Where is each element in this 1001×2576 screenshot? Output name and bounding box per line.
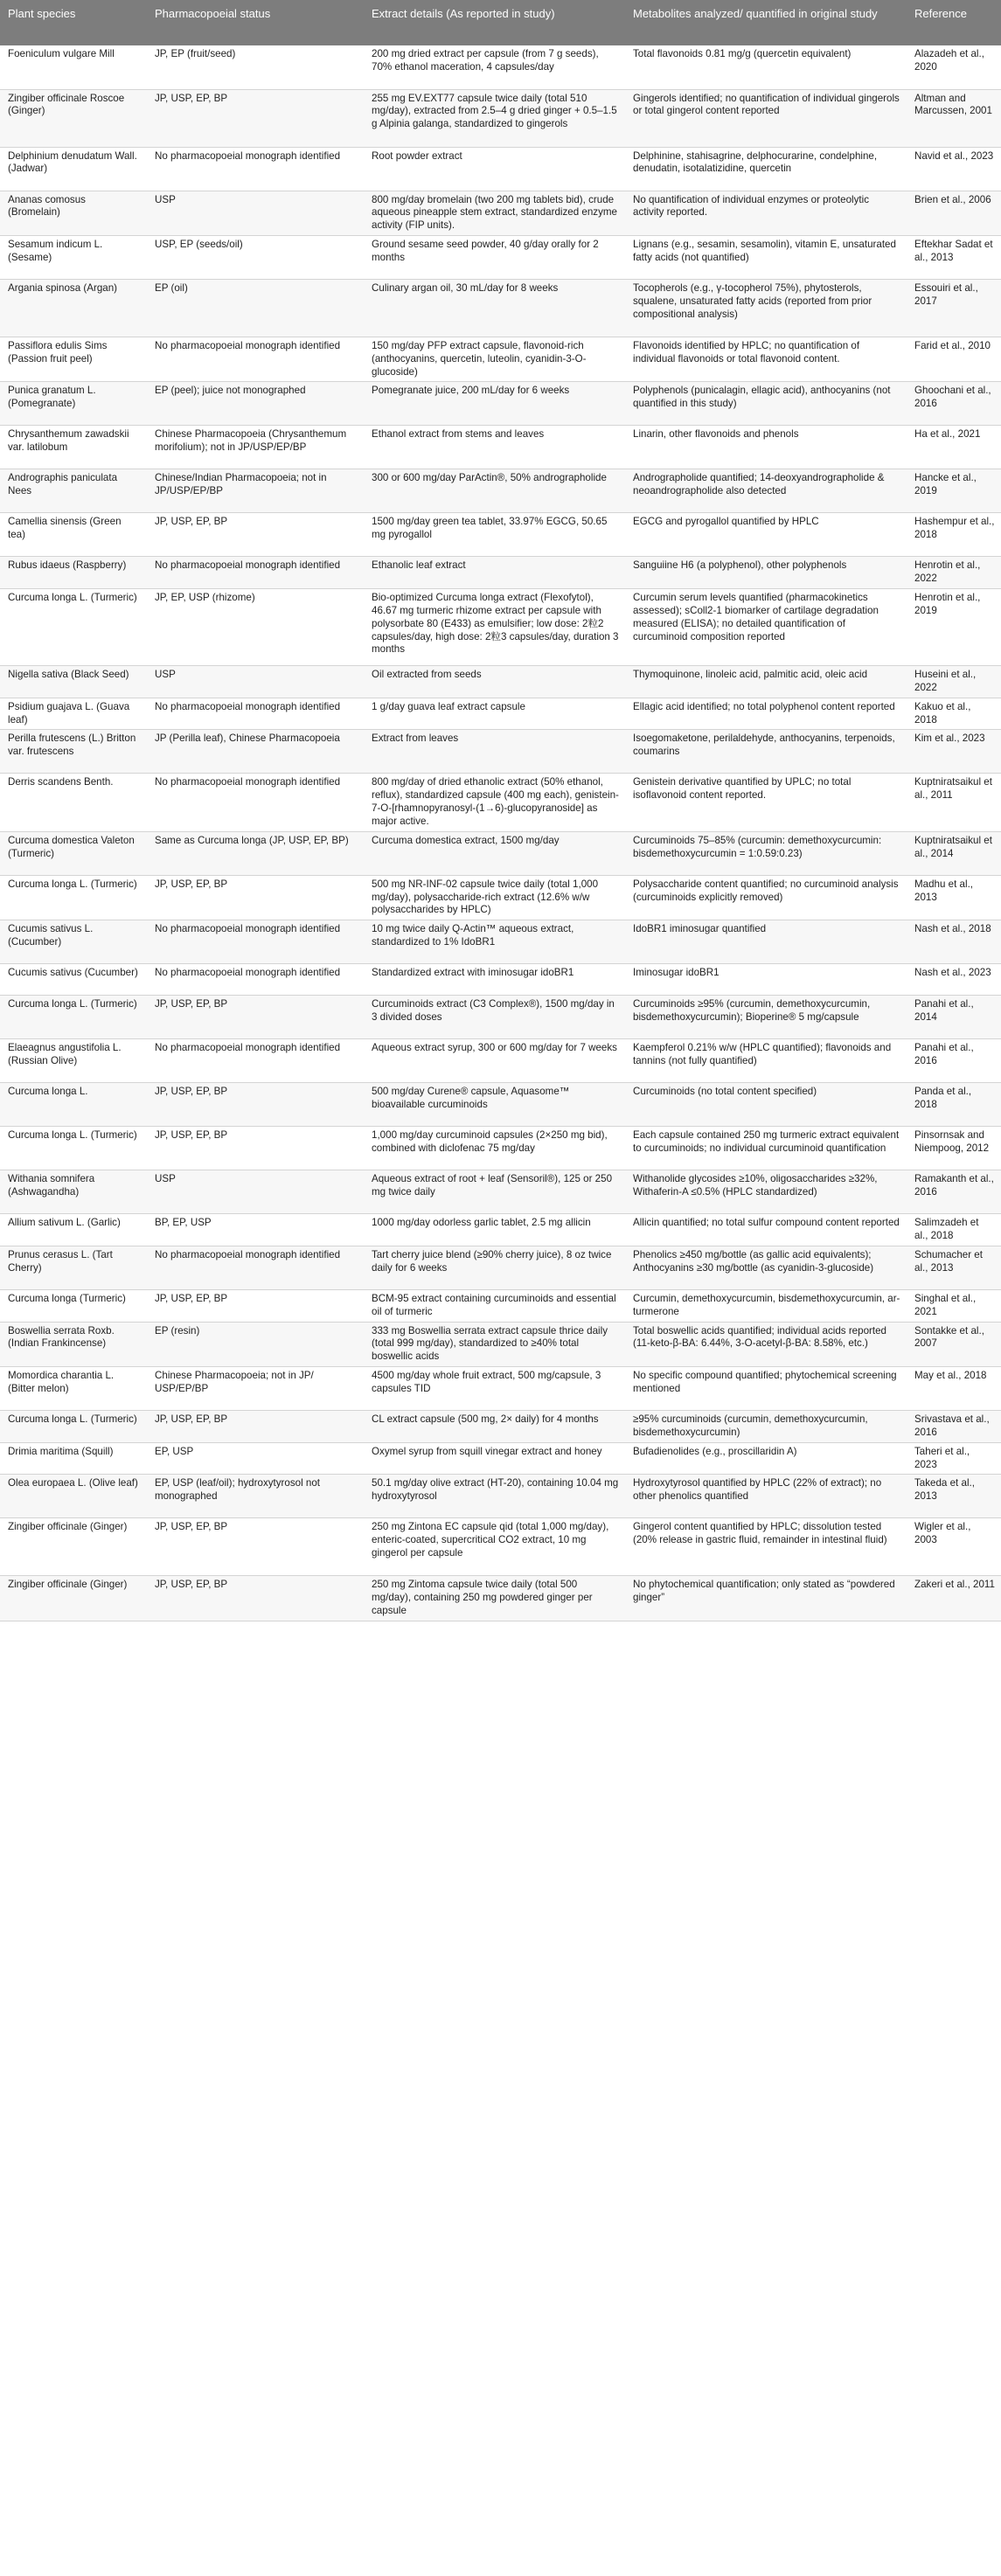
- cell-pharmacopoeial-status: JP, EP, USP (rhizome): [147, 589, 364, 666]
- cell-pharmacopoeial-status: USP: [147, 1170, 364, 1214]
- cell-metabolites: Curcumin serum levels quantified (pharmacokinetics assessed); sColl2-1 biomarker of cartilage degradation measured (ELISA); no detailed quantification of curcuminoid composition reported: [625, 589, 907, 666]
- cell-metabolites: Gingerol content quantified by HPLC; dissolution tested (20% release in gastric fluid, remainder in intestinal fluid): [625, 1518, 907, 1576]
- header-pharmacopoeial-status: Pharmacopoeial status: [147, 0, 364, 45]
- table-row: [0, 589, 1001, 666]
- cell-plant-species: Andrographis paniculata Nees: [0, 469, 147, 513]
- cell-metabolites: Each capsule contained 250 mg turmeric extract equivalent to curcuminoids; no individual curcuminoid quantification: [625, 1127, 907, 1170]
- cell-pharmacopoeial-status: No pharmacopoeial monograph identified: [147, 147, 364, 191]
- cell-pharmacopoeial-status: No pharmacopoeial monograph identified: [147, 337, 364, 381]
- table-row: [0, 1127, 1001, 1170]
- cell-reference: Nash et al., 2018: [907, 920, 1001, 964]
- cell-extract-details: 1 g/day guava leaf extract capsule: [364, 698, 625, 730]
- cell-reference: Panda et al., 2018: [907, 1083, 1001, 1127]
- cell-plant-species: Curcuma longa (Turmeric): [0, 1289, 147, 1322]
- cell-plant-species: Zingiber officinale (Ginger): [0, 1518, 147, 1576]
- table-row: [0, 730, 1001, 774]
- table-row: [0, 1475, 1001, 1518]
- table-row: [0, 698, 1001, 730]
- cell-plant-species: Perilla frutescens (L.) Britton var. frutescens: [0, 730, 147, 774]
- cell-metabolites: Kaempferol 0.21% w/w (HPLC quantified); flavonoids and tannins (not fully quantified): [625, 1039, 907, 1083]
- table-row: [0, 191, 1001, 235]
- cell-pharmacopoeial-status: JP, USP, EP, BP: [147, 1411, 364, 1443]
- table-row: [0, 1322, 1001, 1366]
- cell-plant-species: Elaeagnus angustifolia L. (Russian Olive): [0, 1039, 147, 1083]
- cell-reference: Brien et al., 2006: [907, 191, 1001, 235]
- header-metabolites: Metabolites analyzed/ quantified in original study: [625, 0, 907, 45]
- table-row: [0, 557, 1001, 589]
- cell-pharmacopoeial-status: JP (Perilla leaf), Chinese Pharmacopoeia: [147, 730, 364, 774]
- cell-pharmacopoeial-status: No pharmacopoeial monograph identified: [147, 920, 364, 964]
- cell-reference: Wigler et al., 2003: [907, 1518, 1001, 1576]
- cell-metabolites: Ellagic acid identified; no total polyphenol content reported: [625, 698, 907, 730]
- table-row: [0, 1289, 1001, 1322]
- cell-plant-species: Momordica charantia L. (Bitter melon): [0, 1367, 147, 1411]
- cell-reference: Zakeri et al., 2011: [907, 1576, 1001, 1621]
- cell-plant-species: Cucumis sativus L. (Cucumber): [0, 920, 147, 964]
- cell-plant-species: Curcuma longa L. (Turmeric): [0, 875, 147, 920]
- cell-pharmacopoeial-status: EP, USP (leaf/oil); hydroxytyrosol not monographed: [147, 1475, 364, 1518]
- cell-reference: Hashempur et al., 2018: [907, 513, 1001, 557]
- cell-pharmacopoeial-status: JP, USP, EP, BP: [147, 1289, 364, 1322]
- cell-extract-details: 1500 mg/day green tea tablet, 33.97% EGCG, 50.65 mg pyrogallol: [364, 513, 625, 557]
- cell-pharmacopoeial-status: USP: [147, 191, 364, 235]
- cell-pharmacopoeial-status: EP, USP: [147, 1442, 364, 1475]
- cell-pharmacopoeial-status: Chinese/Indian Pharmacopoeia; not in JP/USP/EP/BP: [147, 469, 364, 513]
- table-row: [0, 337, 1001, 381]
- cell-plant-species: Camellia sinensis (Green tea): [0, 513, 147, 557]
- cell-plant-species: Curcuma longa L. (Turmeric): [0, 589, 147, 666]
- table-row: [0, 45, 1001, 89]
- cell-extract-details: Curcuma domestica extract, 1500 mg/day: [364, 831, 625, 875]
- table-row: [0, 235, 1001, 279]
- cell-extract-details: 200 mg dried extract per capsule (from 7 g seeds), 70% ethanol maceration, 4 capsules/day: [364, 45, 625, 89]
- cell-plant-species: Nigella sativa (Black Seed): [0, 666, 147, 698]
- cell-metabolites: Isoegomaketone, perilaldehyde, anthocyanins, terpenoids, coumarins: [625, 730, 907, 774]
- cell-reference: Altman and Marcussen, 2001: [907, 89, 1001, 147]
- table-row: [0, 147, 1001, 191]
- cell-reference: Kuptniratsaikul et al., 2014: [907, 831, 1001, 875]
- cell-plant-species: Withania somnifera (Ashwagandha): [0, 1170, 147, 1214]
- table-header: [0, 0, 1001, 45]
- cell-extract-details: CL extract capsule (500 mg, 2× daily) for 4 months: [364, 1411, 625, 1443]
- cell-metabolites: IdoBR1 iminosugar quantified: [625, 920, 907, 964]
- cell-reference: Ghoochani et al., 2016: [907, 382, 1001, 426]
- cell-extract-details: 500 mg/day Curene® capsule, Aquasome™ bioavailable curcuminoids: [364, 1083, 625, 1127]
- table-row: [0, 469, 1001, 513]
- cell-reference: Kuptniratsaikul et al., 2011: [907, 774, 1001, 831]
- cell-reference: Henrotin et al., 2019: [907, 589, 1001, 666]
- cell-metabolites: Total boswellic acids quantified; individual acids reported (11-keto-β-BA: 6.44%, 3-O-acetyl-β-BA: 8.58%, etc.): [625, 1322, 907, 1366]
- cell-pharmacopoeial-status: EP (peel); juice not monographed: [147, 382, 364, 426]
- cell-extract-details: 250 mg Zintona EC capsule qid (total 1,000 mg/day), enteric-coated, supercritical CO2 extract, 10 mg gingerol per capsule: [364, 1518, 625, 1576]
- table-row: [0, 875, 1001, 920]
- header-plant-species: Plant species: [0, 0, 147, 45]
- cell-reference: Alazadeh et al., 2020: [907, 45, 1001, 89]
- table-row: [0, 89, 1001, 147]
- cell-extract-details: Aqueous extract of root + leaf (Sensoril®), 125 or 250 mg twice daily: [364, 1170, 625, 1214]
- cell-extract-details: Ethanolic leaf extract: [364, 557, 625, 589]
- cell-extract-details: 333 mg Boswellia serrata extract capsule thrice daily (total 999 mg/day), standardized to ≥40% total boswellic acids: [364, 1322, 625, 1366]
- cell-pharmacopoeial-status: USP: [147, 666, 364, 698]
- cell-extract-details: BCM-95 extract containing curcuminoids and essential oil of turmeric: [364, 1289, 625, 1322]
- table-row: [0, 1367, 1001, 1411]
- cell-reference: Sontakke et al., 2007: [907, 1322, 1001, 1366]
- cell-reference: Taheri et al., 2023: [907, 1442, 1001, 1475]
- table-row: [0, 1576, 1001, 1621]
- cell-pharmacopoeial-status: BP, EP, USP: [147, 1214, 364, 1246]
- table-row: [0, 774, 1001, 831]
- table-row: [0, 1518, 1001, 1576]
- cell-extract-details: Oil extracted from seeds: [364, 666, 625, 698]
- cell-extract-details: Tart cherry juice blend (≥90% cherry juice), 8 oz twice daily for 6 weeks: [364, 1246, 625, 1289]
- cell-reference: Essouiri et al., 2017: [907, 279, 1001, 337]
- cell-reference: Ramakanth et al., 2016: [907, 1170, 1001, 1214]
- table-row: [0, 1411, 1001, 1443]
- cell-metabolites: Total flavonoids 0.81 mg/g (quercetin equivalent): [625, 45, 907, 89]
- table-row: [0, 382, 1001, 426]
- cell-metabolites: Hydroxytyrosol quantified by HPLC (22% of extract); no other phenolics quantified: [625, 1475, 907, 1518]
- cell-metabolites: Tocopherols (e.g., γ-tocopherol 75%), phytosterols, squalene, unsaturated fatty acids (reported from prior compositional analysis): [625, 279, 907, 337]
- cell-pharmacopoeial-status: Chinese Pharmacopoeia; not in JP/ USP/EP/BP: [147, 1367, 364, 1411]
- cell-pharmacopoeial-status: JP, USP, EP, BP: [147, 513, 364, 557]
- cell-reference: Srivastava et al., 2016: [907, 1411, 1001, 1443]
- cell-plant-species: Ananas comosus (Bromelain): [0, 191, 147, 235]
- cell-pharmacopoeial-status: JP, USP, EP, BP: [147, 1576, 364, 1621]
- cell-plant-species: Olea europaea L. (Olive leaf): [0, 1475, 147, 1518]
- cell-extract-details: 250 mg Zintoma capsule twice daily (total 500 mg/day), containing 250 mg powdered ginger per capsule: [364, 1576, 625, 1621]
- cell-extract-details: 500 mg NR-INF-02 capsule twice daily (total 1,000 mg/day), polysaccharide-rich extract (12.6% w/w polysaccharides by HPLC): [364, 875, 625, 920]
- cell-pharmacopoeial-status: No pharmacopoeial monograph identified: [147, 964, 364, 996]
- cell-reference: May et al., 2018: [907, 1367, 1001, 1411]
- cell-metabolites: Phenolics ≥450 mg/bottle (as gallic acid equivalents); Anthocyanins ≥30 mg/bottle (as cyanidin-3-glucoside): [625, 1246, 907, 1289]
- cell-extract-details: 1,000 mg/day curcuminoid capsules (2×250 mg bid), combined with diclofenac 75 mg/day: [364, 1127, 625, 1170]
- cell-reference: Henrotin et al., 2022: [907, 557, 1001, 589]
- table-row: [0, 1170, 1001, 1214]
- table-row: [0, 831, 1001, 875]
- cell-plant-species: Argania spinosa (Argan): [0, 279, 147, 337]
- cell-reference: Panahi et al., 2016: [907, 1039, 1001, 1083]
- cell-metabolites: Allicin quantified; no total sulfur compound content reported: [625, 1214, 907, 1246]
- cell-metabolites: Sanguiine H6 (a polyphenol), other polyphenols: [625, 557, 907, 589]
- cell-reference: Kim et al., 2023: [907, 730, 1001, 774]
- cell-plant-species: Cucumis sativus (Cucumber): [0, 964, 147, 996]
- cell-extract-details: Root powder extract: [364, 147, 625, 191]
- cell-extract-details: Curcuminoids extract (C3 Complex®), 1500 mg/day in 3 divided doses: [364, 996, 625, 1039]
- cell-metabolites: Withanolide glycosides ≥10%, oligosaccharides ≥32%, Withaferin-A ≤0.5% (HPLC standardized): [625, 1170, 907, 1214]
- cell-extract-details: Oxymel syrup from squill vinegar extract and honey: [364, 1442, 625, 1475]
- cell-pharmacopoeial-status: No pharmacopoeial monograph identified: [147, 557, 364, 589]
- cell-pharmacopoeial-status: JP, USP, EP, BP: [147, 875, 364, 920]
- cell-extract-details: 1000 mg/day odorless garlic tablet, 2.5 mg allicin: [364, 1214, 625, 1246]
- cell-plant-species: Psidium guajava L. (Guava leaf): [0, 698, 147, 730]
- cell-reference: Eftekhar Sadat et al., 2013: [907, 235, 1001, 279]
- cell-pharmacopoeial-status: EP (resin): [147, 1322, 364, 1366]
- cell-extract-details: Aqueous extract syrup, 300 or 600 mg/day for 7 weeks: [364, 1039, 625, 1083]
- cell-reference: Takeda et al., 2013: [907, 1475, 1001, 1518]
- cell-metabolites: No quantification of individual enzymes or proteolytic activity reported.: [625, 191, 907, 235]
- cell-metabolites: No phytochemical quantification; only stated as “powdered ginger”: [625, 1576, 907, 1621]
- cell-pharmacopoeial-status: EP (oil): [147, 279, 364, 337]
- cell-plant-species: Derris scandens Benth.: [0, 774, 147, 831]
- cell-metabolites: Polysaccharide content quantified; no curcuminoid analysis (curcuminoids explicitly removed): [625, 875, 907, 920]
- cell-extract-details: 150 mg/day PFP extract capsule, flavonoid-rich (anthocyanins, quercetin, luteolin, cyanidin-3-O-glucoside): [364, 337, 625, 381]
- cell-extract-details: 300 or 600 mg/day ParActin®, 50% andrographolide: [364, 469, 625, 513]
- cell-metabolites: Curcumin, demethoxycurcumin, bisdemethoxycurcumin, ar-turmerone: [625, 1289, 907, 1322]
- header-extract-details: Extract details (As reported in study): [364, 0, 625, 45]
- cell-pharmacopoeial-status: JP, USP, EP, BP: [147, 1518, 364, 1576]
- cell-reference: Nash et al., 2023: [907, 964, 1001, 996]
- table-row: [0, 996, 1001, 1039]
- cell-plant-species: Curcuma longa L. (Turmeric): [0, 1411, 147, 1443]
- cell-pharmacopoeial-status: JP, USP, EP, BP: [147, 1083, 364, 1127]
- cell-reference: Pinsornsak and Niempoog, 2012: [907, 1127, 1001, 1170]
- cell-extract-details: Culinary argan oil, 30 mL/day for 8 weeks: [364, 279, 625, 337]
- cell-plant-species: Allium sativum L. (Garlic): [0, 1214, 147, 1246]
- cell-reference: Ha et al., 2021: [907, 426, 1001, 469]
- cell-metabolites: Gingerols identified; no quantification of individual gingerols or total gingerol content reported: [625, 89, 907, 147]
- table-row: [0, 426, 1001, 469]
- table-row: [0, 1214, 1001, 1246]
- cell-metabolites: Iminosugar idoBR1: [625, 964, 907, 996]
- table-row: [0, 513, 1001, 557]
- cell-reference: Schumacher et al., 2013: [907, 1246, 1001, 1289]
- cell-metabolites: Delphinine, stahisagrine, delphocurarine, condelphine, denudatin, isotalatizidine, quercetin: [625, 147, 907, 191]
- cell-pharmacopoeial-status: JP, EP (fruit/seed): [147, 45, 364, 89]
- cell-metabolites: Curcuminoids 75–85% (curcumin: demethoxycurcumin: bisdemethoxycurcumin = 1:0.59:0.23): [625, 831, 907, 875]
- table-row: [0, 279, 1001, 337]
- cell-plant-species: Curcuma longa L. (Turmeric): [0, 996, 147, 1039]
- cell-extract-details: 10 mg twice daily Q-Actin™ aqueous extract, standardized to 1% IdoBR1: [364, 920, 625, 964]
- cell-extract-details: Pomegranate juice, 200 mL/day for 6 weeks: [364, 382, 625, 426]
- cell-extract-details: Ethanol extract from stems and leaves: [364, 426, 625, 469]
- cell-plant-species: Rubus idaeus (Raspberry): [0, 557, 147, 589]
- cell-metabolites: Curcuminoids ≥95% (curcumin, demethoxycurcumin, bisdemethoxycurcumin); Bioperine® 5 mg/capsule: [625, 996, 907, 1039]
- cell-plant-species: Curcuma domestica Valeton (Turmeric): [0, 831, 147, 875]
- cell-metabolites: Curcuminoids (no total content specified): [625, 1083, 907, 1127]
- cell-plant-species: Zingiber officinale Roscoe (Ginger): [0, 89, 147, 147]
- cell-plant-species: Foeniculum vulgare Mill: [0, 45, 147, 89]
- cell-plant-species: Delphinium denudatum Wall. (Jadwar): [0, 147, 147, 191]
- cell-metabolites: Andrographolide quantified; 14-deoxyandrographolide & neoandrographolide also detected: [625, 469, 907, 513]
- table-row: [0, 964, 1001, 996]
- cell-pharmacopoeial-status: No pharmacopoeial monograph identified: [147, 1246, 364, 1289]
- cell-extract-details: Extract from leaves: [364, 730, 625, 774]
- cell-metabolites: Lignans (e.g., sesamin, sesamolin), vitamin E, unsaturated fatty acids (not quantified): [625, 235, 907, 279]
- header-row: [0, 0, 1001, 45]
- cell-plant-species: Chrysanthemum zawadskii var. latilobum: [0, 426, 147, 469]
- cell-pharmacopoeial-status: JP, USP, EP, BP: [147, 1127, 364, 1170]
- cell-reference: Navid et al., 2023: [907, 147, 1001, 191]
- table-row: [0, 1039, 1001, 1083]
- cell-plant-species: Boswellia serrata Roxb. (Indian Frankincense): [0, 1322, 147, 1366]
- cell-plant-species: Zingiber officinale (Ginger): [0, 1576, 147, 1621]
- cell-extract-details: Standardized extract with iminosugar idoBR1: [364, 964, 625, 996]
- cell-pharmacopoeial-status: No pharmacopoeial monograph identified: [147, 698, 364, 730]
- cell-metabolites: Linarin, other flavonoids and phenols: [625, 426, 907, 469]
- cell-plant-species: Punica granatum L. (Pomegranate): [0, 382, 147, 426]
- cell-extract-details: 800 mg/day bromelain (two 200 mg tablets bid), crude aqueous pineapple stem extract, standardized enzyme activity (FIP units).: [364, 191, 625, 235]
- cell-metabolites: Flavonoids identified by HPLC; no quantification of individual flavonoids or total flavonoid content.: [625, 337, 907, 381]
- cell-pharmacopoeial-status: JP, USP, EP, BP: [147, 996, 364, 1039]
- cell-reference: Madhu et al., 2013: [907, 875, 1001, 920]
- cell-extract-details: Bio-optimized Curcuma longa extract (Flexofytol), 46.67 mg turmeric rhizome extract per capsule with polysorbate 80 (E433) as emulsifier; low dose: 2粒2 capsules/day, high dose: 2粒3 capsules/day, duration 3 months: [364, 589, 625, 666]
- cell-plant-species: Curcuma longa L.: [0, 1083, 147, 1127]
- cell-extract-details: 800 mg/day of dried ethanolic extract (50% ethanol, reflux), standardized capsule (400 mg each), genistein-7-O-[rhamnopyranosyl-(1→6)-glucopyranoside] as major active.: [364, 774, 625, 831]
- cell-metabolites: Polyphenols (punicalagin, ellagic acid), anthocyanins (not quantified in this study): [625, 382, 907, 426]
- cell-metabolites: Thymoquinone, linoleic acid, palmitic acid, oleic acid: [625, 666, 907, 698]
- cell-reference: Singhal et al., 2021: [907, 1289, 1001, 1322]
- cell-reference: Kakuo et al., 2018: [907, 698, 1001, 730]
- cell-extract-details: 50.1 mg/day olive extract (HT-20), containing 10.04 mg hydroxytyrosol: [364, 1475, 625, 1518]
- cell-plant-species: Sesamum indicum L. (Sesame): [0, 235, 147, 279]
- cell-reference: Farid et al., 2010: [907, 337, 1001, 381]
- cell-plant-species: Curcuma longa L. (Turmeric): [0, 1127, 147, 1170]
- cell-metabolites: Bufadienolides (e.g., proscillaridin A): [625, 1442, 907, 1475]
- table-row: [0, 1083, 1001, 1127]
- cell-metabolites: ≥95% curcuminoids (curcumin, demethoxycurcumin, bisdemethoxycurcumin): [625, 1411, 907, 1443]
- cell-pharmacopoeial-status: Same as Curcuma longa (JP, USP, EP, BP): [147, 831, 364, 875]
- cell-pharmacopoeial-status: No pharmacopoeial monograph identified: [147, 774, 364, 831]
- cell-pharmacopoeial-status: Chinese Pharmacopoeia (Chrysanthemum morifolium); not in JP/USP/EP/BP: [147, 426, 364, 469]
- cell-reference: Salimzadeh et al., 2018: [907, 1214, 1001, 1246]
- cell-pharmacopoeial-status: No pharmacopoeial monograph identified: [147, 1039, 364, 1083]
- cell-pharmacopoeial-status: JP, USP, EP, BP: [147, 89, 364, 147]
- cell-plant-species: Prunus cerasus L. (Tart Cherry): [0, 1246, 147, 1289]
- cell-metabolites: No specific compound quantified; phytochemical screening mentioned: [625, 1367, 907, 1411]
- table-row: [0, 920, 1001, 964]
- cell-plant-species: Drimia maritima (Squill): [0, 1442, 147, 1475]
- table-row: [0, 666, 1001, 698]
- table-body: [0, 45, 1001, 1621]
- cell-plant-species: Passiflora edulis Sims (Passion fruit peel): [0, 337, 147, 381]
- cell-metabolites: EGCG and pyrogallol quantified by HPLC: [625, 513, 907, 557]
- cell-reference: Hancke et al., 2019: [907, 469, 1001, 513]
- cell-extract-details: 4500 mg/day whole fruit extract, 500 mg/capsule, 3 capsules TID: [364, 1367, 625, 1411]
- cell-pharmacopoeial-status: USP, EP (seeds/oil): [147, 235, 364, 279]
- table-row: [0, 1442, 1001, 1475]
- cell-extract-details: 255 mg EV.EXT77 capsule twice daily (total 510 mg/day), extracted from 2.5–4 g dried ginger + 0.5–1.5 g Alpinia galanga, standardized to gingerols: [364, 89, 625, 147]
- cell-metabolites: Genistein derivative quantified by UPLC; no total isoflavonoid content reported.: [625, 774, 907, 831]
- cell-extract-details: Ground sesame seed powder, 40 g/day orally for 2 months: [364, 235, 625, 279]
- header-reference: Reference: [907, 0, 1001, 45]
- cell-reference: Huseini et al., 2022: [907, 666, 1001, 698]
- cell-reference: Panahi et al., 2014: [907, 996, 1001, 1039]
- table-row: [0, 1246, 1001, 1289]
